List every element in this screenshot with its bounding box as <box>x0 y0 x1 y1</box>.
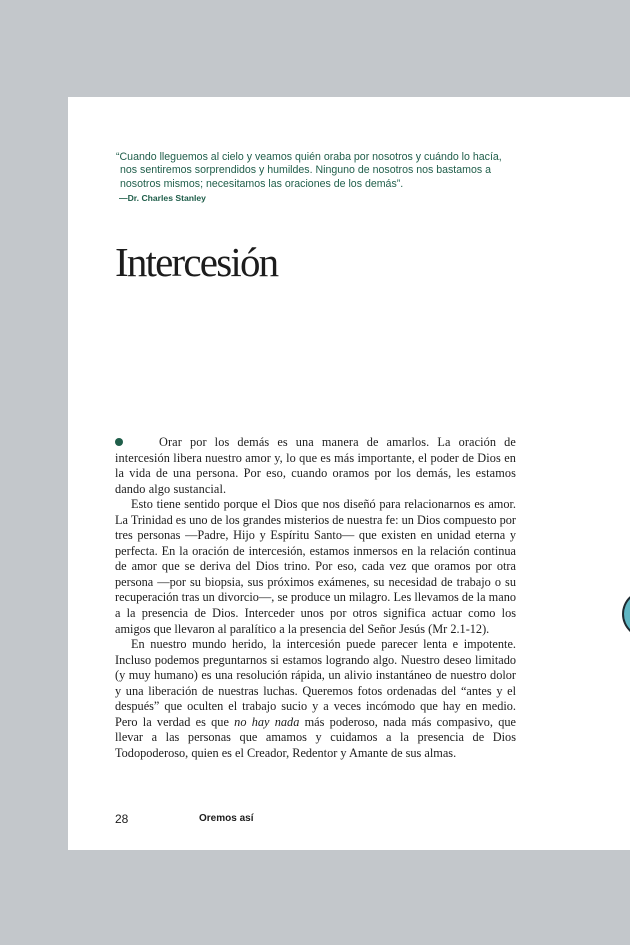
paragraph-1-text: Orar por los demás es una manera de amarlos. La oración de intercesión libera nuestro amor y, lo que es más importante, el poder de Dios en la vida de una persona. Por eso, cuando oramos por los demás, les estamos dando algo sustancial. <box>115 435 516 496</box>
page-number: 28 <box>115 812 129 826</box>
epigraph-author: —Dr. Charles Stanley <box>119 192 206 203</box>
paragraph-3-text-end: más poderoso, nada más compasivo, que llevar a las personas que amamos y cuidamos a la presencia de Dios Todopoderoso, quien es el Creador, Redentor y Amante de sus almas. <box>115 714 516 760</box>
paragraph-1 <box>115 435 516 497</box>
paragraph-3-text-start: En nuestro mundo herido, la intercesión puede parecer lenta e impotente. Incluso podemos preguntarnos si estamos logrando algo. Nuestro deseo limitado (y muy humano) es una resolución rápida, un alivio instantáneo de nuestro dolor y una liberación de nuestras luchas. Queremos fotos ordenadas del “antes y el después” que oculten el trabajo sucio y a veces incómodo que hay en medio. Pero la verdad es que <box>115 637 516 729</box>
epigraph <box>116 151 506 204</box>
bullet-icon <box>115 438 123 446</box>
epigraph-text: “Cuando lleguemos al cielo y veamos quién oraba por nosotros y cuándo lo hacía, nos sentiremos sorprendidos y humildes. Ninguno de nosotros nos bastamos a nosotros mismos; necesitamos las oraciones de los demás”. <box>116 151 502 190</box>
body-text <box>115 435 516 761</box>
paragraph-3-emphasis: no hay nada <box>234 714 300 729</box>
paragraph-3 <box>115 637 516 761</box>
chapter-title: Intercesión <box>115 239 278 285</box>
paragraph-2: Esto tiene sentido porque el Dios que nos diseñó para relacionarnos es amor. La Trinidad es uno de los grandes misterios de nuestra fe: un Dios compuesto por tres personas —Padre, Hijo y Espíritu Santo— que existen en unidad eterna y perfecta. En la oración de intercesión, estamos inmersos en la relación continua de amor que se deriva del Dios trino. Por eso, cada vez que oramos por otra persona —por su biopsia, sus próximos exámenes, su necesidad de trabajo o su recuperación tras un divorcio—, se produce un milagro. Les llevamos de la mano a la presencia de Dios. Interceder unos por otros significa actuar como los amigos que llevaron al paralítico a la presencia del Señor Jesús (Mr 2.1-12). <box>115 497 516 636</box>
running-title: Oremos así <box>199 813 254 824</box>
